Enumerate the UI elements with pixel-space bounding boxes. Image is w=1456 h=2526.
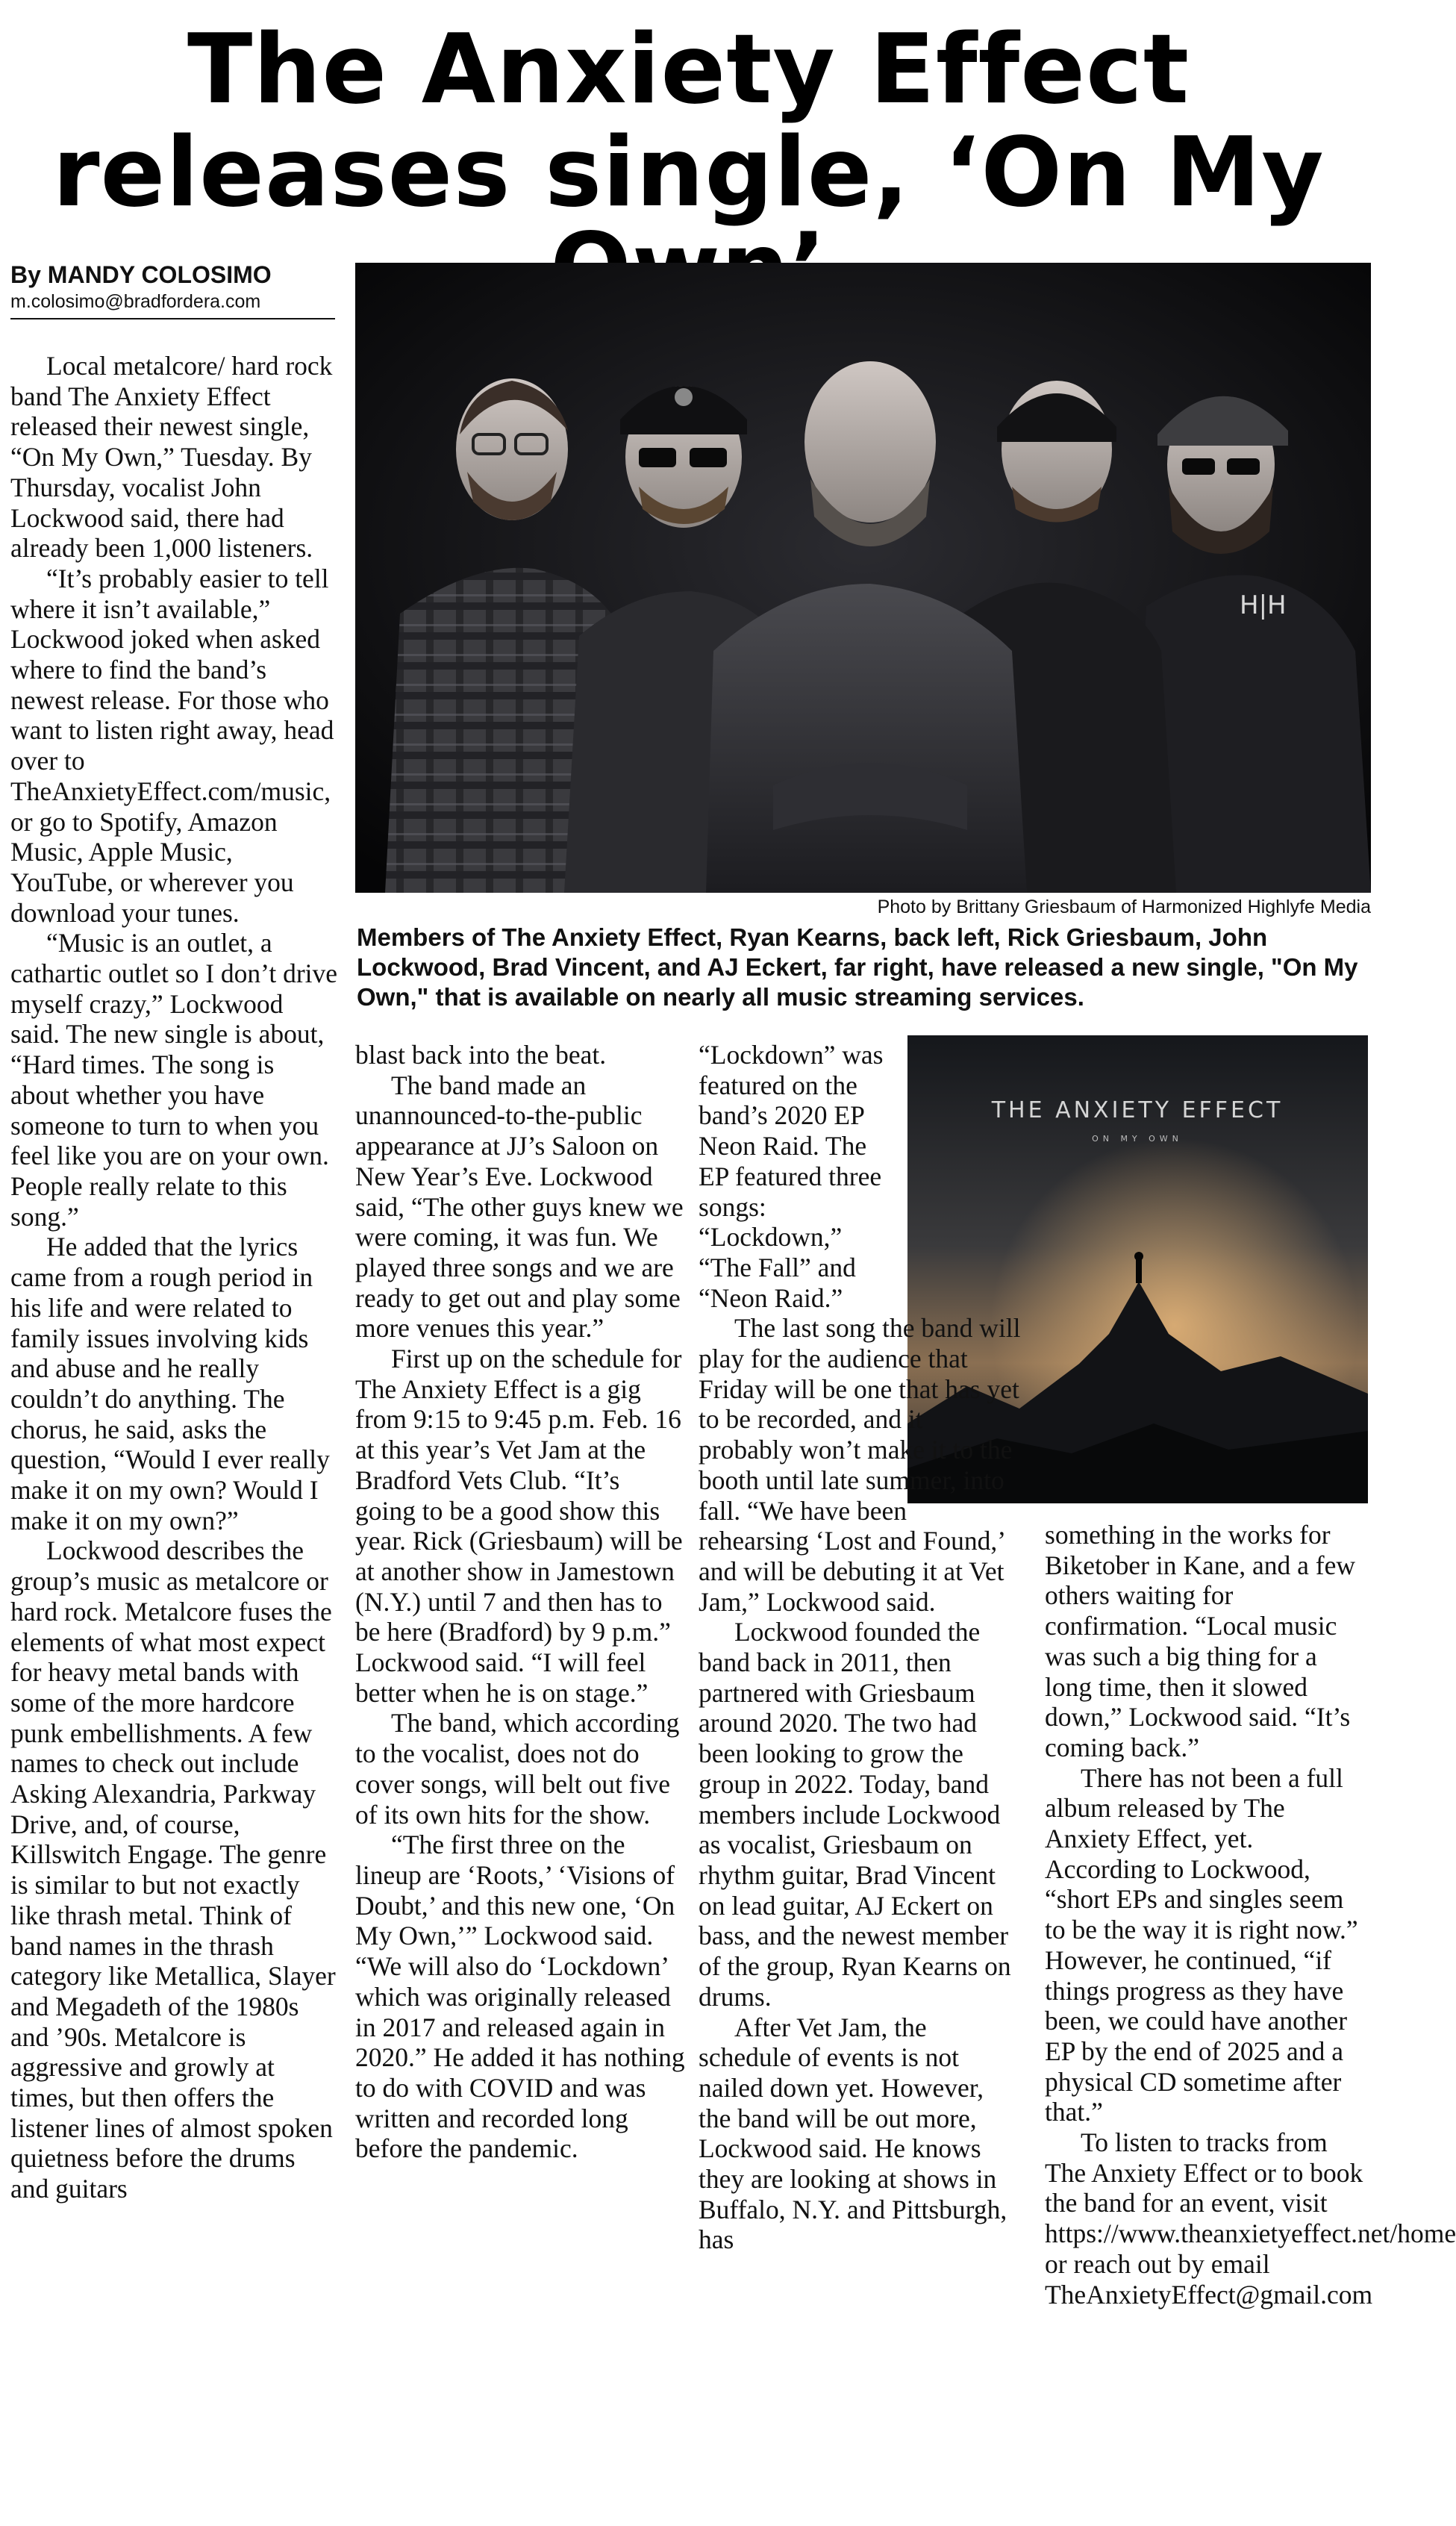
col4-paragraph: There has not been a full album released by The Anxiety Effect, yet. According to Lockwood, “short EPs and singles seem to be the way it is right now.” However, he continued, “if things progress as they have been, we could have another EP by the end of 2025 and a physical CD sometime after that.”	[1045, 1762, 1358, 2127]
col2-paragraph: The band made an unannounced-to-the-public appearance at JJ’s Saloon on New Year’s Eve. Lockwood said, “The other guys knew we were coming, it was fun. We played three songs and we are ready to get out and play some more venues this year.”	[355, 1070, 684, 1344]
byline-rule	[10, 318, 335, 319]
col1-paragraph: Local metalcore/ hard rock band The Anxiety Effect released their newest single, “On My Own,” Tuesday. By Thursday, vocalist John Lockwood said, there had already been 1,000 listeners.	[10, 351, 333, 564]
col1-paragraph: “It’s probably easier to tell where it isn’t available,” Lockwood joked when asked where to find the band’s newest release. For those who want to listen right away, head over to TheAnxietyEffect.com/music, or go to Spotify, Amazon Music, Apple Music, YouTube, or wherever you download your tunes.	[10, 563, 334, 928]
band-photo	[355, 263, 1371, 893]
photo-watermark: H|H	[1240, 590, 1287, 620]
col3-paragraph: The last song the band will play for the audience that Friday will be one that has yet to be recorded, and it probably won’t make it to the booth until late summer, into fall. “We have been rehearsing ‘Lost and Found,’ and will be debuting it at Vet Jam,” Lockwood said.	[699, 1313, 1021, 1617]
col3-paragraph: After Vet Jam, the schedule of events is not nailed down yet. However, the band will be out more, Lockwood said. He knows they are looking at shows in Buffalo, N.Y. and Pittsburgh, has	[699, 2012, 1007, 2255]
article-column-2	[355, 1040, 685, 2164]
headline-line-1: The Anxiety Effect	[187, 14, 1190, 125]
article-column-1	[10, 351, 339, 2204]
band-photo-illustration	[355, 263, 1371, 893]
byline-email: m.colosimo@bradfordera.com	[10, 291, 261, 312]
col2-paragraph: blast back into the beat.	[355, 1040, 607, 1070]
album-title: ON MY OWN	[1092, 1134, 1183, 1144]
col2-paragraph: “The first three on the lineup are ‘Roots,’ ‘Visions of Doubt,’ and this new one, ‘On My Own,’” Lockwood said. “We will also do ‘Lockdown’ which was originally released in 2017 and released again in 2020.” He added it has nothing to do with COVID and was written and recorded long before the pandemic.	[355, 1830, 685, 2164]
col2-paragraph: The band, which according to the vocalist, does not do cover songs, will belt out five of its own hits for the show.	[355, 1708, 680, 1830]
col3-paragraph: Lockwood founded the band back in 2011, then partnered with Griesbaum around 2020. The two had been looking to grow the group in 2022. Today, band members include Lockwood as vocalist, Griesbaum on rhythm guitar, Brad Vincent on lead guitar, AJ Eckert on bass, and the newest member of the group, Ryan Kearns on drums.	[699, 1617, 1011, 2012]
col1-paragraph: He added that the lyrics came from a rough period in his life and were related to family issues involving kids and abuse and he really couldn’t do anything. The chorus, he said, asks the question, “Would I ever really make it on my own? Would I make it on my own?”	[10, 1232, 330, 1535]
article-column-4	[1045, 1520, 1456, 2310]
photo-caption: Members of The Anxiety Effect, Ryan Kearns, back left, Rick Griesbaum, John Lockwood, Brad Vincent, and AJ Eckert, far right, have released a new single, "On My Own," that is available on nearly all music streaming services.	[357, 923, 1358, 1011]
col4-paragraph: To listen to tracks from The Anxiety Effect or to book the band for an event, visit https://www.theanxietyeffect.net/home or reach out by email TheAnxietyEffect@gmail.com	[1045, 2127, 1456, 2310]
col3-paragraph: “Lockdown” was featured on the band’s 2020 EP Neon Raid. The EP featured three songs: “Lockdown,” “The Fall” and “Neon Raid.”	[699, 1040, 884, 1313]
col2-paragraph: First up on the schedule for The Anxiety Effect is a gig from 9:15 to 9:45 p.m. Feb. 16 at this year’s Vet Jam at the Bradford Vets Club. “It’s going to be a good show this year. Rick (Griesbaum) will be at another show in Jamestown (N.Y.) until 7 and then has to be here (Bradford) by 9 p.m.” Lockwood said. “I will feel better when he is on stage.”	[355, 1344, 683, 1708]
col1-paragraph: Lockwood describes the group’s music as metalcore or hard rock. Metalcore fuses the elements of what most expect for heavy metal bands with some of the more hardcore punk embellishments. A few names to check out include Asking Alexandria, Parkway Drive, and, of course, Killswitch Engage. The genre is similar to but not exactly like thrash metal. Think of band names in the thrash category like Metallica, Slayer and Megadeth of the 1980s and ’90s. Metalcore is aggressive and growly at times, but then offers the listener lines of almost spoken quietness before the drums and guitars	[10, 1535, 336, 2204]
headline-line-2: releases single, ‘On My	[52, 117, 1325, 228]
album-band-name: THE ANXIETY EFFECT	[991, 1097, 1284, 1123]
col4-paragraph: something in the works for Biketober in Kane, and a few others waiting for confirmation. “Local music was such a big thing for a long time, then it slowed down,” Lockwood said. “It’s coming back.”	[1045, 1520, 1355, 1762]
col1-paragraph: “Music is an outlet, a cathartic outlet so I don’t drive myself crazy,” Lockwood said. The new single is about, “Hard times. The song is about whether you have someone to turn to when you feel like you are on your own. People really relate to this song.”	[10, 928, 338, 1232]
byline-author: By MANDY COLOSIMO	[10, 261, 272, 288]
article-column-3	[699, 1040, 1021, 2255]
photo-credit: Photo by Brittany Griesbaum of Harmonized Highlyfe Media	[877, 896, 1371, 917]
